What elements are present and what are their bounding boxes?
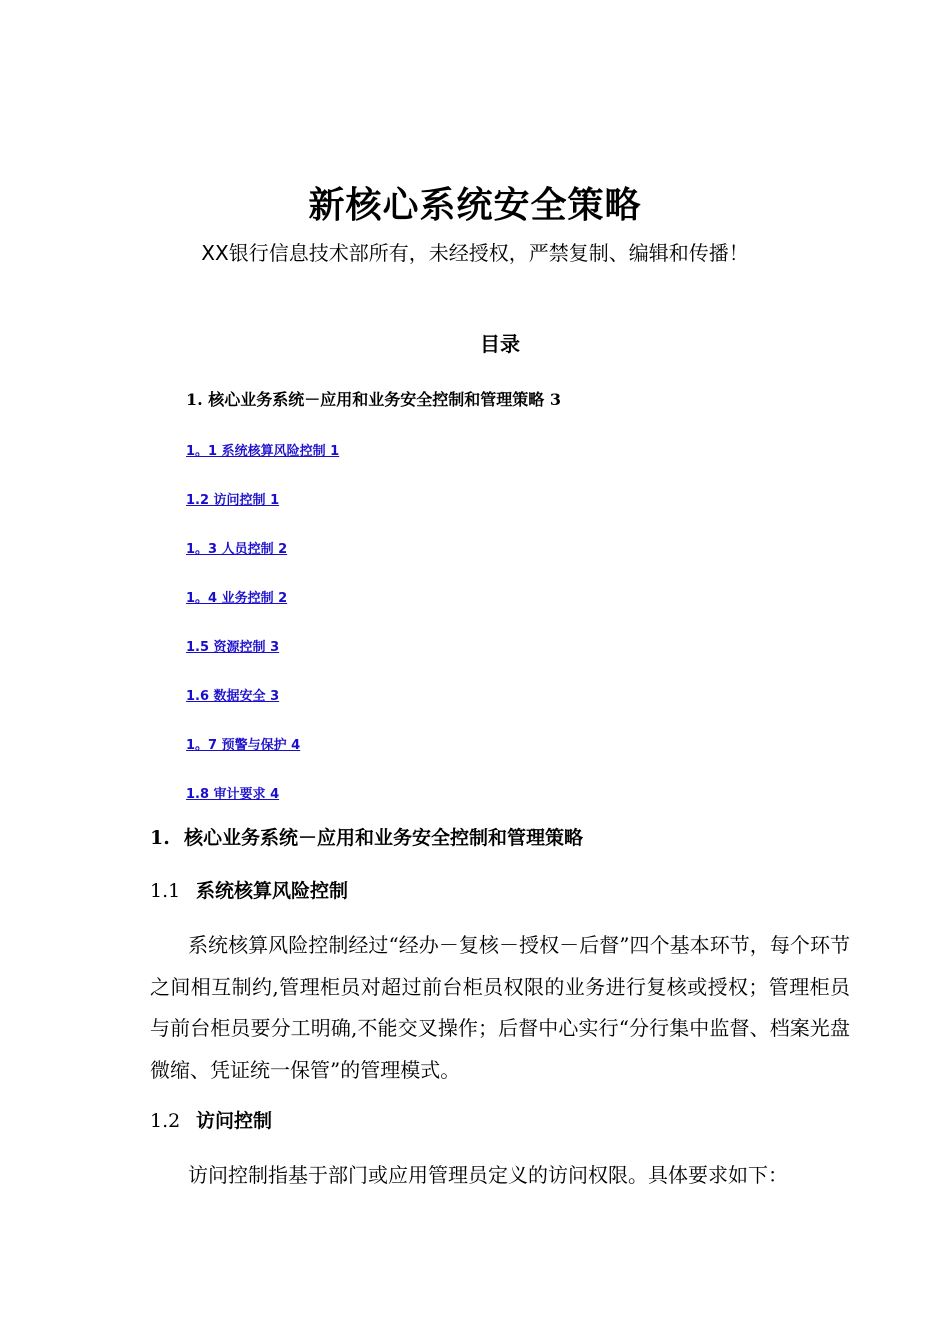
toc-link-1-7[interactable]: 1。7 预警与保护 4 <box>186 738 301 753</box>
document-title: 新核心系统安全策略 <box>308 185 642 226</box>
toc-link-1-3[interactable]: 1。3 人员控制 2 <box>186 542 288 557</box>
toc-heading: 目录 <box>480 332 520 356</box>
toc-main-entry[interactable]: 1. 核心业务系统－应用和业务安全控制和管理策略 3 <box>186 390 561 409</box>
toc-link-1-1[interactable]: 1。1 系统核算风险控制 1 <box>186 444 340 459</box>
section-1-1-paragraph: 系统核算风险控制经过“经办－复核－授权－后督”四个基本环节，每个环节之间相互制约,管理柜员对超过前台柜员权限的业务进行复核或授权；管理柜员与前台柜员要分工明确,不能交叉操作；后督中心实行“分行集中监督、档案光盘微缩、凭证统一保管”的管理模式。 <box>150 933 850 1082</box>
toc-link-1-6[interactable]: 1.6 数据安全 3 <box>186 689 280 704</box>
section-1-2-number: 1.2 <box>150 1110 181 1132</box>
section-1-2-paragraph: 访问控制指基于部门或应用管理员定义的访问权限。具体要求如下： <box>188 1163 788 1187</box>
section-1-number: 1. <box>150 827 170 849</box>
toc-link-1-2[interactable]: 1.2 访问控制 1 <box>186 493 280 508</box>
section-1-2-title: 访问控制 <box>196 1110 273 1132</box>
section-1-1-heading <box>150 876 348 906</box>
toc-link-1-5[interactable]: 1.5 资源控制 3 <box>186 640 280 655</box>
section-1-1-number: 1.1 <box>150 880 181 902</box>
toc-link-1-4[interactable]: 1。4 业务控制 2 <box>186 591 288 606</box>
section-1-2-heading <box>150 1106 272 1136</box>
toc-link-1-8[interactable]: 1.8 审计要求 4 <box>186 787 280 802</box>
section-1-1-title: 系统核算风险控制 <box>196 880 349 902</box>
section-1-title: 核心业务系统－应用和业务安全控制和管理策略 <box>184 827 584 849</box>
document-subtitle: XX银行信息技术部所有，未经授权，严禁复制、编辑和传播！ <box>201 241 749 265</box>
section-1-heading <box>150 823 583 853</box>
